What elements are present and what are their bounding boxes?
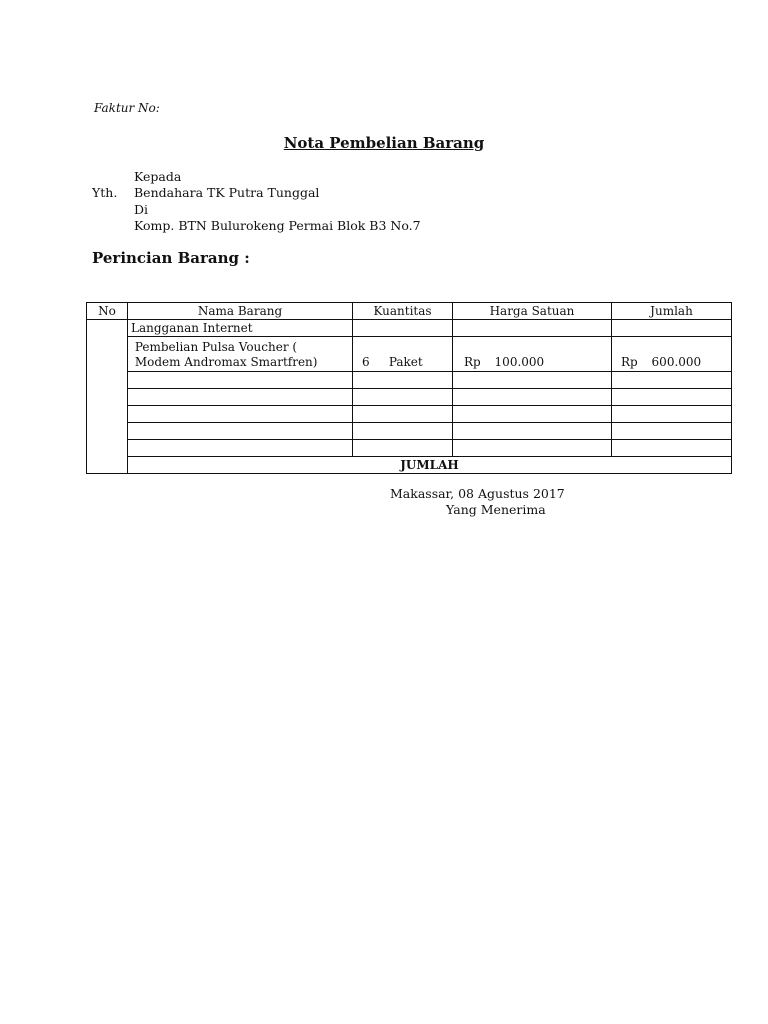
- empty-cell: [353, 423, 453, 440]
- table-header-row: [87, 303, 732, 320]
- empty-cell: [128, 406, 353, 423]
- empty-cell: [353, 372, 453, 389]
- item-name-line1: Pembelian Pulsa Voucher (: [131, 340, 298, 354]
- qty-unit: Paket: [388, 355, 423, 369]
- empty-cell: [453, 406, 612, 423]
- empty-cell: [612, 372, 732, 389]
- header-jumlah: Jumlah: [612, 303, 732, 320]
- recipient-di: Di: [134, 202, 149, 217]
- item-name-cell: [128, 337, 353, 372]
- recipient-yth: Yth.: [92, 185, 118, 200]
- table-row: [87, 320, 732, 337]
- qty-value: 6: [362, 355, 370, 369]
- header-no: No: [87, 303, 128, 320]
- items-table: [86, 302, 732, 474]
- empty-cell: [128, 423, 353, 440]
- item-name-cell: Langganan Internet: [128, 320, 353, 337]
- empty-cell: [453, 423, 612, 440]
- table-row: [87, 372, 732, 389]
- qty-cell: [353, 320, 453, 337]
- recipient-address: Komp. BTN Bulurokeng Permai Blok B3 No.7: [134, 218, 421, 233]
- price-cell: [453, 320, 612, 337]
- empty-cell: [453, 389, 612, 406]
- price-value: 100.000: [494, 355, 545, 369]
- header-kuantitas: Kuantitas: [353, 303, 453, 320]
- recipient-name: Bendahara TK Putra Tunggal: [134, 185, 320, 200]
- price-currency: Rp: [464, 355, 481, 369]
- header-harga-satuan: Harga Satuan: [453, 303, 612, 320]
- empty-cell: [612, 440, 732, 457]
- recipient-kepada: Kepada: [134, 169, 182, 184]
- total-row: [87, 457, 732, 474]
- empty-cell: [453, 372, 612, 389]
- amount-value: 600.000: [651, 355, 702, 369]
- table-row: [87, 423, 732, 440]
- empty-cell: [612, 389, 732, 406]
- empty-cell: [128, 389, 353, 406]
- empty-cell: [128, 372, 353, 389]
- place-date: Makassar, 08 Agustus 2017: [390, 486, 565, 501]
- invoice-number-label: Faktur No:: [94, 101, 160, 115]
- empty-cell: [612, 423, 732, 440]
- header-nama-barang: Nama Barang: [128, 303, 353, 320]
- item-name-line2: Modem Andromax Smartfren): [131, 355, 318, 369]
- section-title: Perincian Barang :: [92, 249, 250, 267]
- amount-cell: [612, 337, 732, 372]
- table-row: [87, 406, 732, 423]
- table-row: [87, 337, 732, 372]
- empty-cell: [353, 406, 453, 423]
- table-row: [87, 440, 732, 457]
- empty-cell: [353, 389, 453, 406]
- price-cell: [453, 337, 612, 372]
- empty-cell: [353, 440, 453, 457]
- table-row: [87, 389, 732, 406]
- amount-currency: Rp: [621, 355, 638, 369]
- amount-cell: [612, 320, 732, 337]
- total-label: JUMLAH: [128, 457, 732, 474]
- empty-cell: [453, 440, 612, 457]
- qty-cell: [353, 337, 453, 372]
- document-title: Nota Pembelian Barang: [283, 134, 485, 152]
- no-cell: [87, 320, 128, 474]
- empty-cell: [612, 406, 732, 423]
- receiver-label: Yang Menerima: [446, 502, 546, 517]
- empty-cell: [128, 440, 353, 457]
